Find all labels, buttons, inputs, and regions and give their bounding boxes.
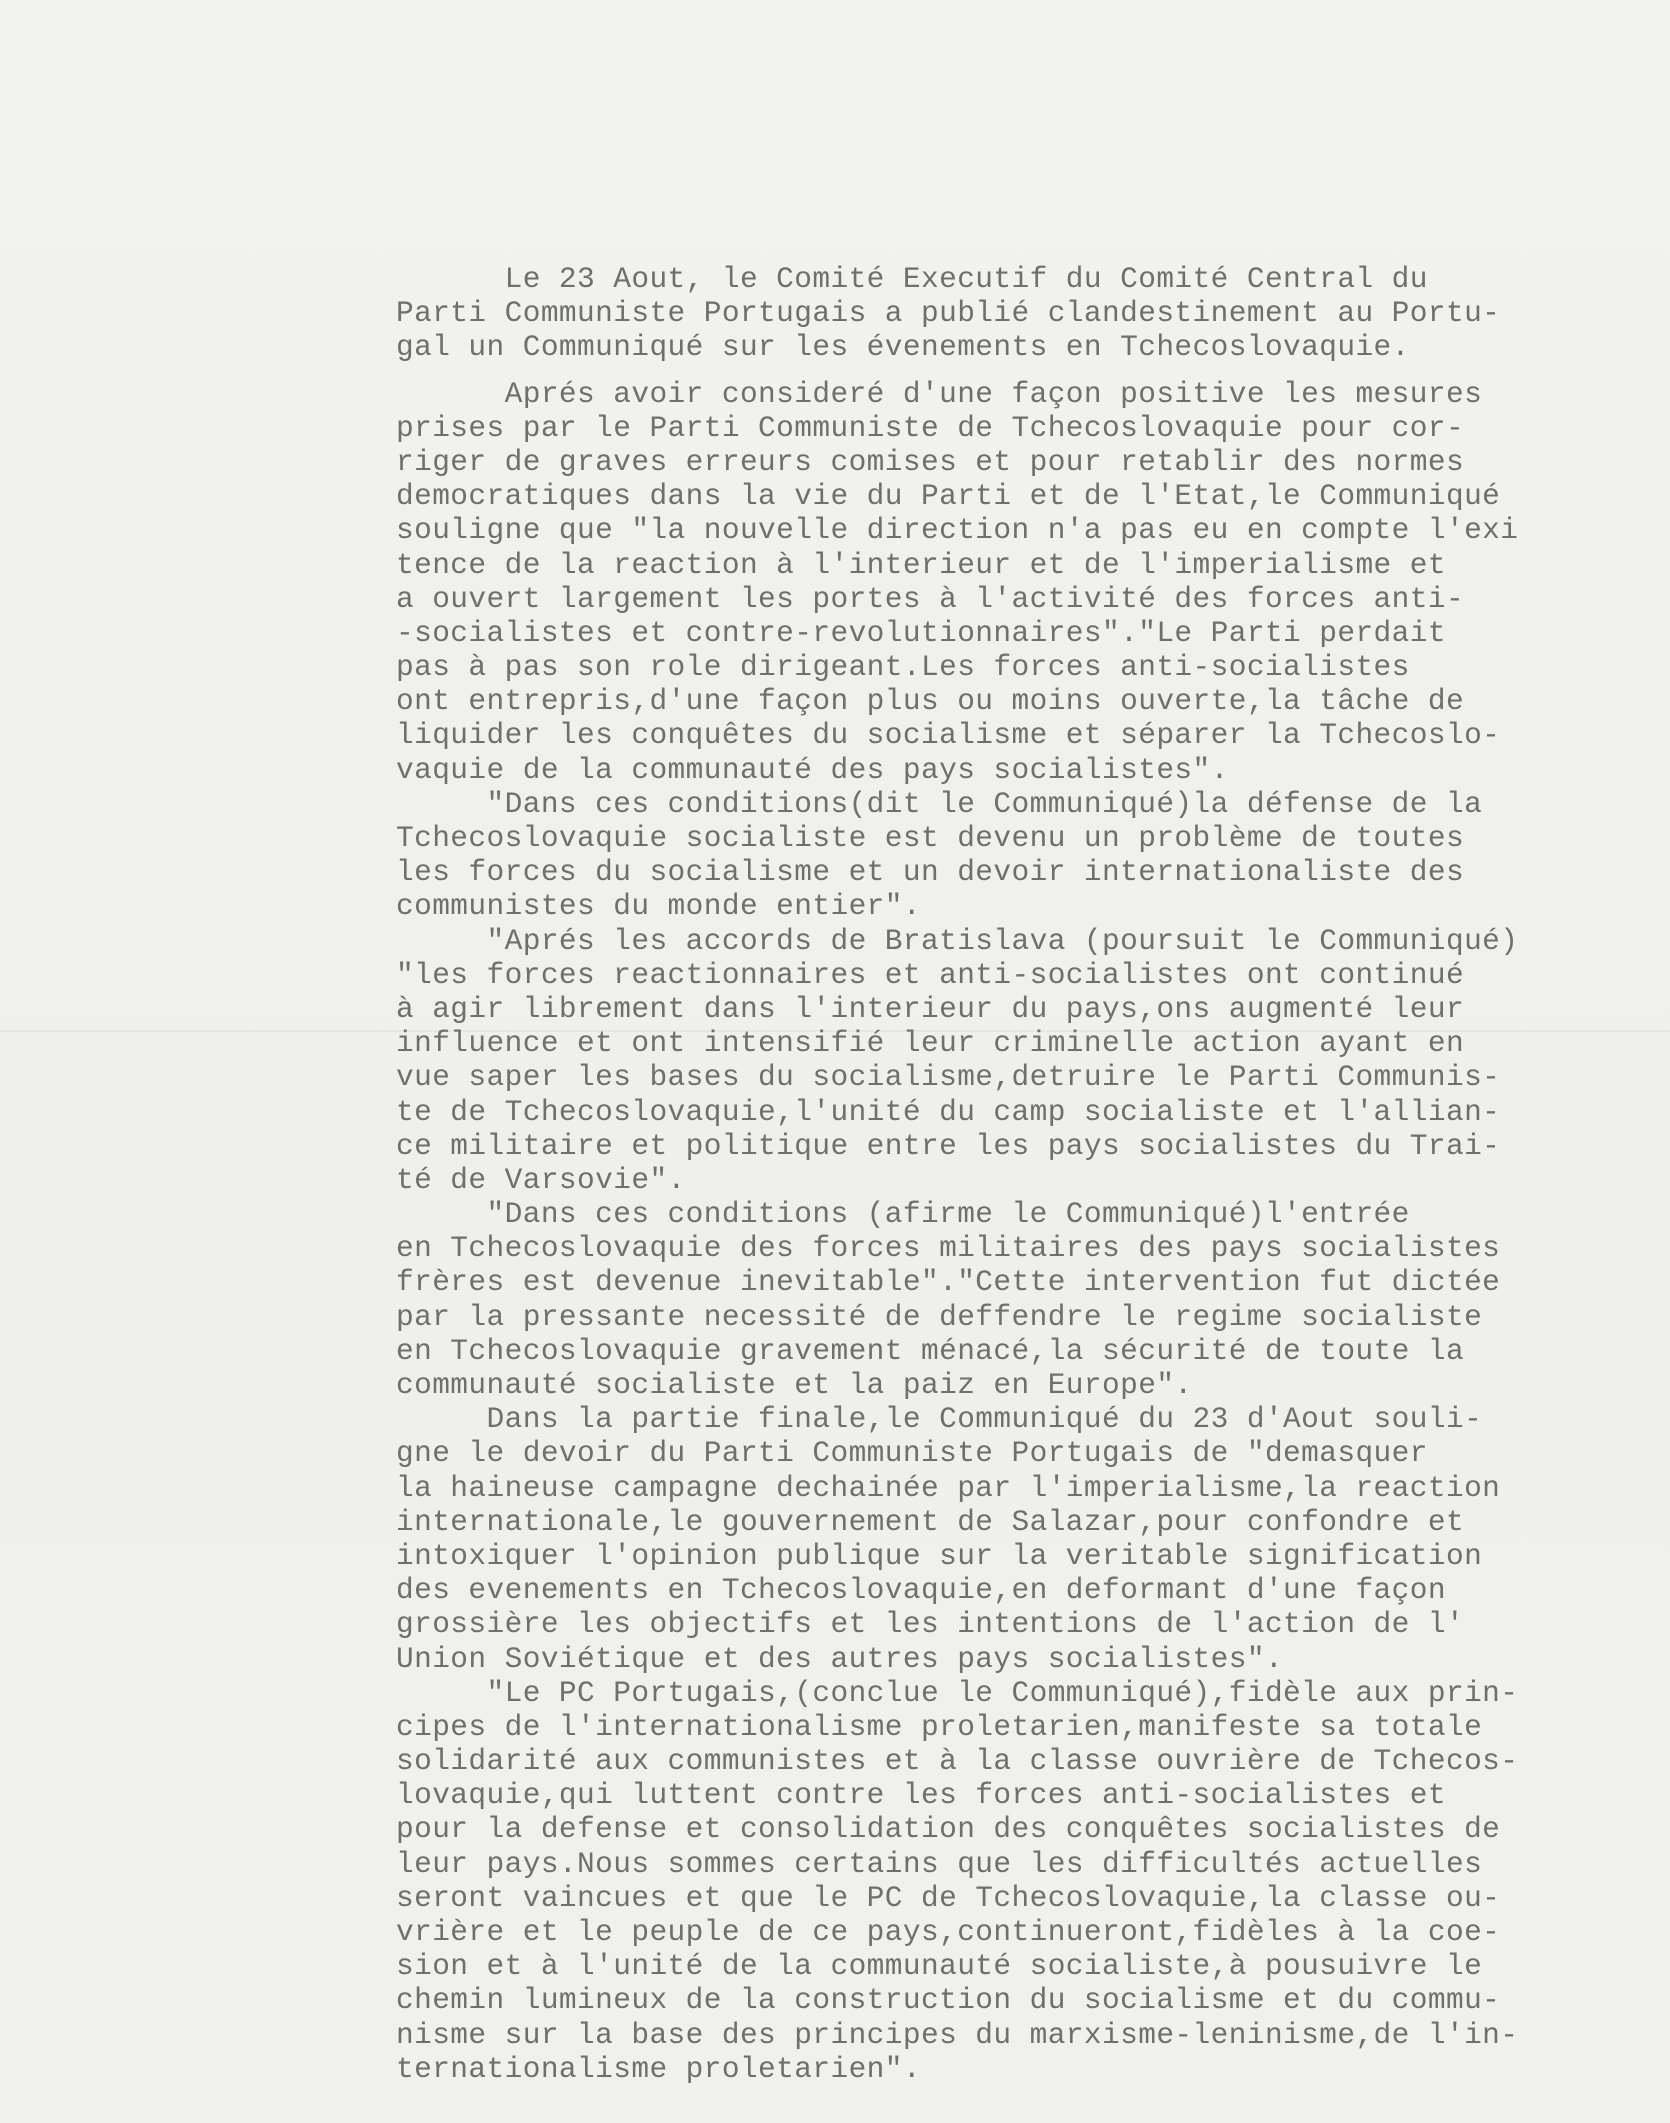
text-line: les forces du socialisme et un devoir internationaliste des xyxy=(396,855,1465,890)
text-line: té de Varsovie". xyxy=(396,1162,686,1197)
text-line: communauté socialiste et la paiz en Europe". xyxy=(396,1368,1193,1402)
text-line: te de Tchecoslovaquie,l'unité du camp socialiste et l'allian- xyxy=(396,1094,1501,1129)
text-line: frères est devenue inevitable"."Cette intervention fut dictée xyxy=(396,1265,1501,1300)
typed-text-body xyxy=(396,262,1656,2086)
text-line: "Aprés les accords de Bratislava (poursuit le Communiqué) xyxy=(396,923,1519,958)
text-line: ternationalisme proletarien". xyxy=(396,2051,921,2086)
text-line: lovaquie,qui luttent contre les forces anti-socialistes et xyxy=(396,1778,1446,1813)
text-line: -socialistes et contre-revolutionnaires"."Le Parti perdait xyxy=(396,615,1446,650)
text-line: chemin lumineux de la construction du socialisme et du commu- xyxy=(396,1983,1501,2018)
text-line: tence de la reaction à l'interieur et de l'imperialisme et xyxy=(396,547,1446,582)
text-line: a ouvert largement les portes à l'activité des forces anti- xyxy=(396,581,1465,616)
text-line: Aprés avoir consideré d'une façon positive les mesures xyxy=(396,376,1483,411)
text-line: solidarité aux communistes et à la classe ouvrière de Tchecos- xyxy=(396,1744,1519,1779)
text-line: vaquie de la communauté des pays socialistes". xyxy=(396,752,1229,787)
text-line: "Le PC Portugais,(conclue le Communiqué),fidèle aux prin- xyxy=(396,1675,1519,1710)
text-line: Tchecoslovaquie socialiste est devenu un problème de toutes xyxy=(396,821,1465,855)
text-line: pas à pas son role dirigeant.Les forces anti-socialistes xyxy=(396,650,1410,685)
text-line: Union Soviétique et des autres pays socialistes". xyxy=(396,1641,1284,1676)
text-line: influence et ont intensifié leur criminelle action ayant en xyxy=(396,1026,1465,1061)
text-line: des evenements en Tchecoslovaquie,en deformant d'une façon xyxy=(396,1573,1446,1608)
text-line: Dans la partie finale,le Communiqué du 23 d'Aout souli- xyxy=(396,1402,1483,1437)
text-line: cipes de l'internationalisme proletarien,manifeste sa totale xyxy=(396,1709,1483,1744)
text-line: "Dans ces conditions(dit le Communiqué)la défense de la xyxy=(396,786,1483,821)
text-line: gne le devoir du Parti Communiste Portugais de "demasquer xyxy=(396,1436,1428,1471)
text-line: "les forces reactionnaires et anti-socialistes ont continué xyxy=(396,957,1465,992)
text-line: ce militaire et politique entre les pays socialistes du Trai- xyxy=(396,1128,1501,1163)
text-line: Parti Communiste Portugais a publié clandestinement au Portu- xyxy=(396,296,1501,331)
text-line: ont entrepris,d'une façon plus ou moins ouverte,la tâche de xyxy=(396,684,1465,719)
text-line: communistes du monde entier". xyxy=(396,889,921,924)
text-line: "Dans ces conditions (afirme le Communiqué)l'entrée xyxy=(396,1197,1410,1232)
text-line: prises par le Parti Communiste de Tchecoslovaquie pour cor- xyxy=(396,410,1465,445)
text-line: intoxiquer l'opinion publique sur la veritable signification xyxy=(396,1538,1483,1573)
text-line: sion et à l'unité de la communauté socialiste,à pousuivre le xyxy=(396,1949,1483,1984)
text-line: la haineuse campagne dechainée par l'imperialisme,la reaction xyxy=(396,1470,1501,1505)
text-line: gal un Communiqué sur les évenements en Tchecoslovaquie. xyxy=(396,330,1410,365)
text-line: vrière et le peuple de ce pays,continueront,fidèles à la coe- xyxy=(396,1915,1501,1949)
text-line: vue saper les bases du socialisme,detruire le Parti Communis- xyxy=(396,1060,1501,1095)
text-line: souligne que "la nouvelle direction n'a pas eu en compte l'exi xyxy=(396,513,1519,548)
text-line: en Tchecoslovaquie des forces militaires des pays socialistes xyxy=(396,1231,1501,1266)
text-line: par la pressante necessité de deffendre le regime socialiste xyxy=(396,1299,1483,1334)
text-line: leur pays.Nous sommes certains que les difficultés actuelles xyxy=(396,1846,1483,1881)
text-line: liquider les conquêtes du socialisme et séparer la Tchecoslo- xyxy=(396,718,1501,753)
text-line: pour la defense et consolidation des conquêtes socialistes de xyxy=(396,1812,1501,1847)
text-line: democratiques dans la vie du Parti et de l'Etat,le Communiqué xyxy=(396,479,1501,514)
text-line: riger de graves erreurs comises et pour retablir des normes xyxy=(396,444,1465,479)
text-line: à agir librement dans l'interieur du pays,ons augmenté leur xyxy=(396,991,1465,1026)
text-line: Le 23 Aout, le Comité Executif du Comité Central du xyxy=(396,262,1428,296)
text-line: nisme sur la base des principes du marxisme-leninisme,de l'in- xyxy=(396,2017,1519,2052)
text-line: seront vaincues et que le PC de Tchecoslovaquie,la classe ou- xyxy=(396,1880,1501,1915)
text-line: en Tchecoslovaquie gravement ménacé,la sécurité de toute la xyxy=(396,1333,1465,1368)
paragraph-gap xyxy=(396,365,1656,377)
text-line: internationale,le gouvernement de Salazar,pour confondre et xyxy=(396,1504,1465,1539)
text-line: grossière les objectifs et les intentions de l'action de l' xyxy=(396,1607,1465,1642)
